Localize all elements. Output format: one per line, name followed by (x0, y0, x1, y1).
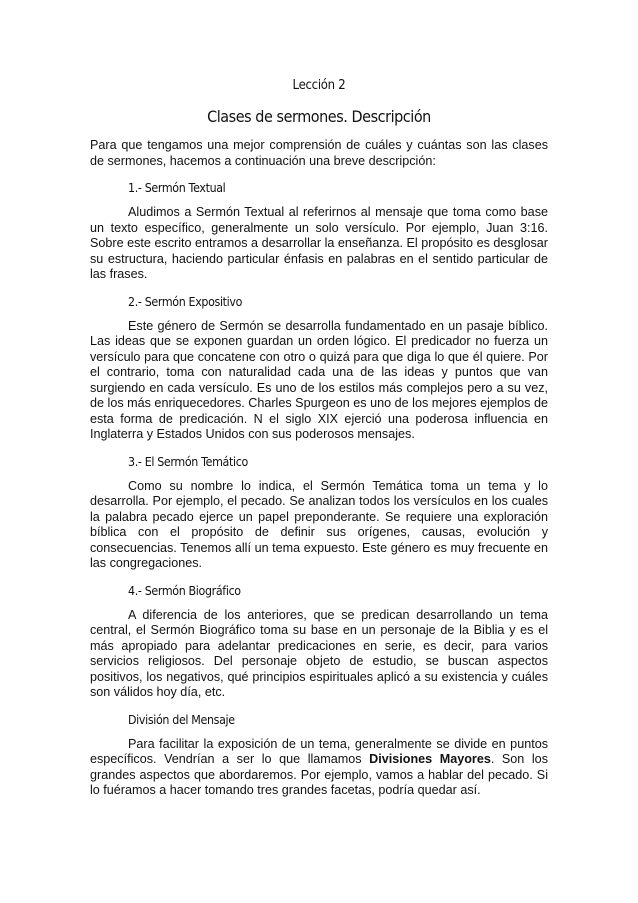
section-heading-biografico: 4.- Sermón Biográfico (128, 582, 241, 598)
lesson-label: Lección 2 (292, 78, 346, 93)
section-text-tematico: Como su nombre lo indica, el Sermón Temática toma un tema y lo desarrolla. Por ejemplo, el pecado. Se analizan todos los versículos en los cuales la palabra pecado ejerce un papel preponderante. Se requiere una exploración bíblica con el propósito de definir sus orígenes, causas, evolución y consecuencias. Tenemos allí un tema expuesto. Este género es muy frecuente en las congregaciones. (90, 478, 548, 570)
intro-paragraph: Para que tengamos una mejor comprensión de cuáles y cuántas son las clases de sermones, hacemos a continuación una breve descripción: (90, 138, 548, 168)
section-text-expositivo: Este género de Sermón se desarrolla fundamentado en un pasaje bíblico. Las ideas que se exponen guardan un orden lógico. El predicador no fuerza un versículo para que concatene con otro o quizá para que diga lo que él quiere. Por el contrario, toma con naturalidad cada una de las ideas y puntos que van surgiendo en cada versículo. Es uno de los estilos más complejos pero a su vez, de los más enriquecedores. Charles Spurgeon es uno de los mejores ejemplos de esta forma de predicación. N el siglo XIX ejerció una poderosa influencia en Inglaterra y Estados Unidos con sus poderosos mensajes. (90, 318, 548, 441)
section-heading-textual: 1.- Sermón Textual (128, 180, 226, 195)
section-heading-division: División del Mensaje (128, 711, 235, 727)
division-text-start: Para facilitar la exposición de un tema, generalmente se divide en puntos específicos. Vendrían a ser lo que llamamos (90, 736, 548, 766)
division-text-end: . Son los grandes aspectos que abordaremos. Por ejemplo, vamos a hablar del pecado. Si lo fuéramos a hacer tomando tres grandes facetas, podría quedar así. (90, 752, 548, 797)
section-text-division (90, 737, 548, 799)
page-title: Clases de sermones. Descripción (207, 107, 431, 126)
division-bold-term: Divisiones Mayores (369, 752, 491, 766)
section-heading-tematico: 3.- El Sermón Temático (128, 453, 248, 469)
section-text-textual: Aludimos a Sermón Textual al referirnos al mensaje que toma como base un texto específico, generalmente un solo versículo. Por ejemplo, Juan 3:16. Sobre este escrito entramos a desarrollar la enseñanza. El propósito es desglosar su estructura, haciendo particular énfasis en palabras en el sentido particular de las frases. (90, 205, 548, 281)
section-heading-expositivo: 2.- Sermón Expositivo (128, 293, 243, 309)
section-text-biografico: A diferencia de los anteriores, que se predican desarrollando un tema central, el Sermón Biográfico toma su base en un personaje de la Biblia y es el más apropiado para adelantar predicaciones en serie, es decir, para varios servicios religiosos. Del personaje objeto de estudio, se buscan aspectos positivos, los negativos, qué principios espirituales aplicó a su existencia y cuáles son válidos hoy día, etc. (90, 607, 548, 699)
